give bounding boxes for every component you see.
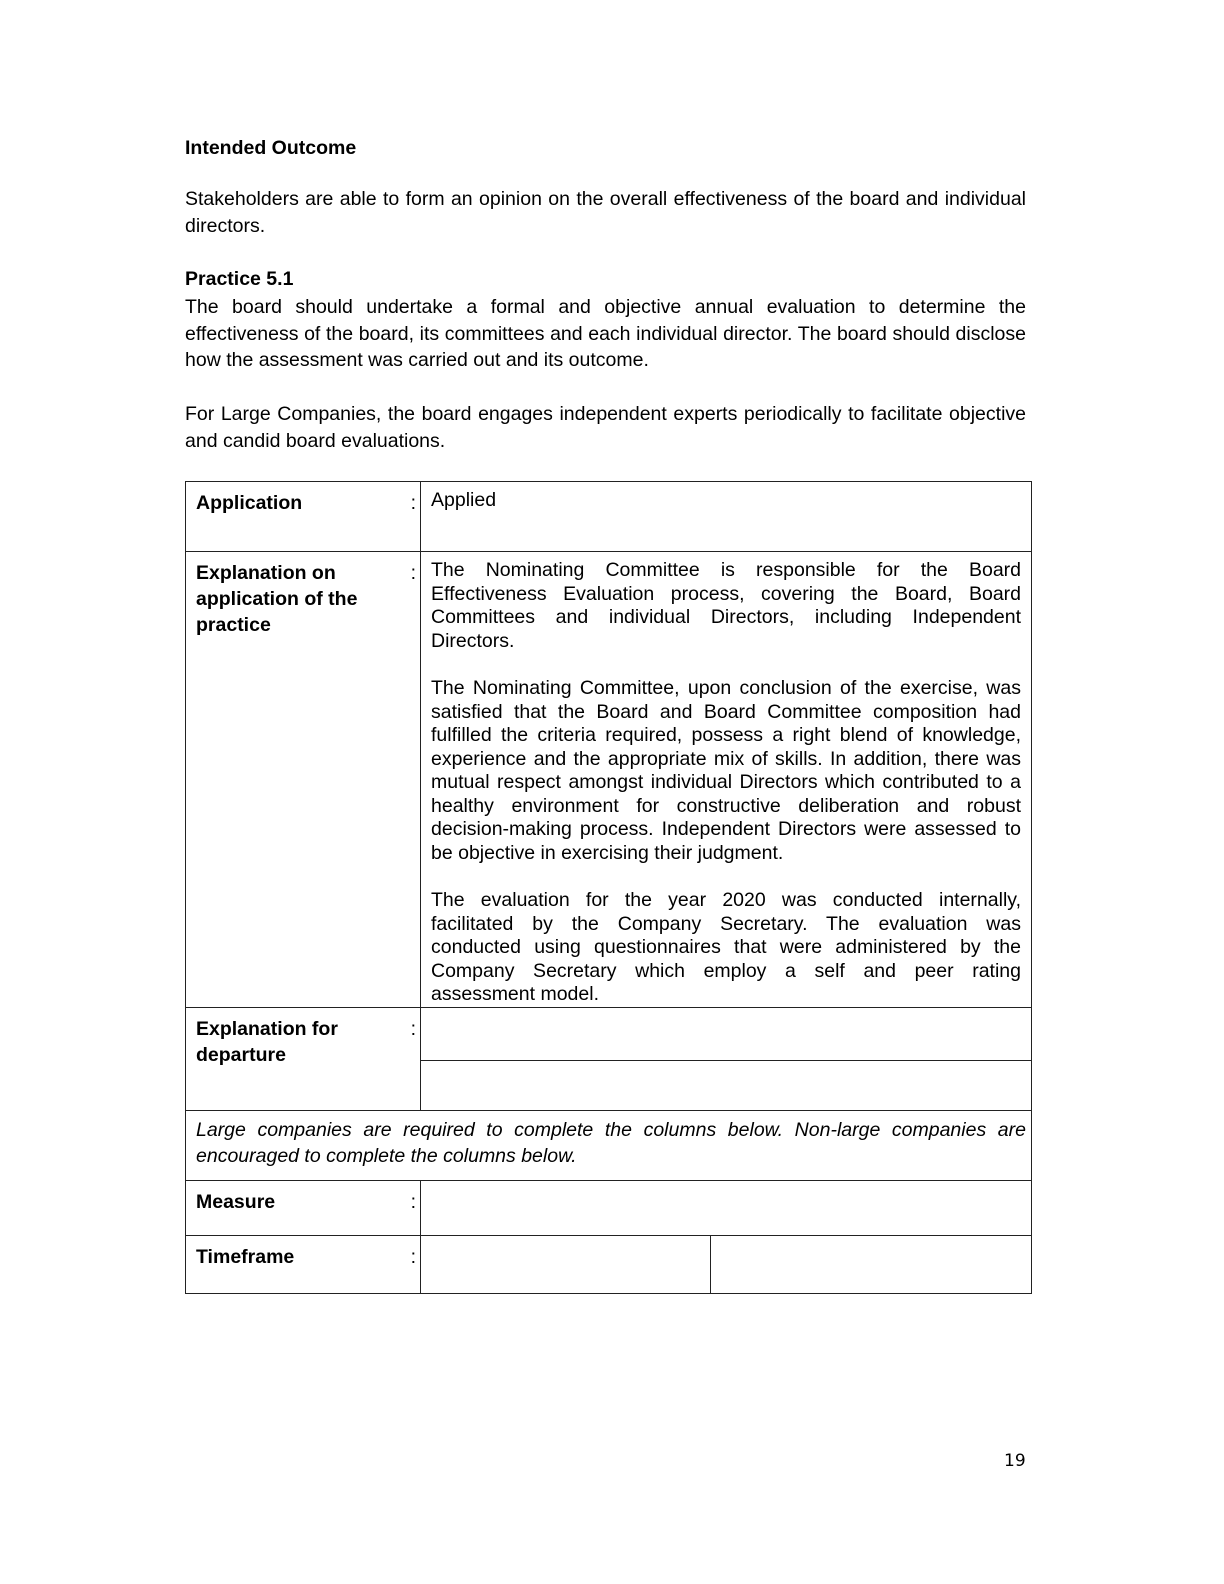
departure-label-cell bbox=[186, 1007, 421, 1110]
explanation-label-cell bbox=[186, 552, 421, 1008]
application-value: Applied bbox=[431, 489, 497, 511]
explanation-paragraph: The Nominating Committee is responsible for the Board Effectiveness Evaluation process, covering the Board, Board Committees and individual Directors, including Independent Directors. bbox=[431, 559, 1021, 652]
colon: : bbox=[410, 1190, 416, 1213]
departure-row bbox=[186, 1007, 1032, 1060]
measure-label-cell bbox=[186, 1180, 421, 1235]
intended-outcome-text: Stakeholders are able to form an opinion on the overall effectiveness of the board and individual directors. bbox=[185, 188, 1026, 237]
colon: : bbox=[410, 1245, 416, 1268]
colon: : bbox=[410, 562, 416, 584]
timeframe-label: Timeframe bbox=[196, 1245, 295, 1268]
explanation-value-cell bbox=[421, 552, 1032, 1008]
measure-value-cell bbox=[421, 1180, 1032, 1235]
application-label-cell bbox=[186, 482, 421, 552]
departure-value-cell-2 bbox=[421, 1060, 1032, 1110]
measure-label: Measure bbox=[196, 1190, 276, 1213]
page-number: 19 bbox=[1004, 1451, 1026, 1471]
colon: : bbox=[410, 492, 416, 514]
intended-outcome-heading: Intended Outcome bbox=[185, 137, 357, 159]
timeframe-value-cell-2 bbox=[711, 1235, 1032, 1293]
application-row bbox=[186, 482, 1032, 552]
departure-value-cell bbox=[421, 1007, 1032, 1060]
timeframe-value-cell bbox=[421, 1235, 711, 1293]
explanation-row bbox=[186, 552, 1032, 1008]
explanation-label: Explanation on application of the practice bbox=[196, 562, 358, 636]
application-label: Application bbox=[196, 492, 303, 514]
large-companies-text: For Large Companies, the board engages independent experts periodically to facilitate objective and candid board evaluations. bbox=[185, 403, 1026, 452]
application-value-cell bbox=[421, 482, 1032, 552]
explanation-paragraph: The Nominating Committee, upon conclusion of the exercise, was satisfied that the Board and Board Committee composition had fulfilled the criteria required, possess a right blend of knowledge, experience and the appropriate mix of skills. In addition, there was mutual respect amongst individual Directors which contributed to a healthy environment for constructive deliberation and robust decision-making process. Independent Directors were assessed to be objective in exercising their judgment. bbox=[431, 677, 1021, 864]
note-cell bbox=[186, 1110, 1032, 1180]
application-table bbox=[185, 481, 1032, 1294]
departure-label: Explanation for departure bbox=[196, 1017, 338, 1066]
timeframe-label-cell bbox=[186, 1235, 421, 1293]
note-row bbox=[186, 1110, 1032, 1180]
practice-text: The board should undertake a formal and objective annual evaluation to determine the effectiveness of the board, its committees and each individual director. The board should disclose how the assessment was carried out and its outcome. bbox=[185, 296, 1026, 371]
note-text: Large companies are required to complete the columns below. Non-large companies are encouraged to complete the columns below. bbox=[196, 1118, 1026, 1167]
timeframe-row bbox=[186, 1235, 1032, 1293]
measure-row bbox=[186, 1180, 1032, 1235]
colon: : bbox=[410, 1017, 416, 1040]
explanation-paragraph: The evaluation for the year 2020 was conducted internally, facilitated by the Company Secretary. The evaluation was conducted using questionnaires that were administered by the Company Secretary which employ a self and peer rating assessment model. bbox=[431, 889, 1021, 1005]
practice-heading: Practice 5.1 bbox=[185, 268, 294, 290]
